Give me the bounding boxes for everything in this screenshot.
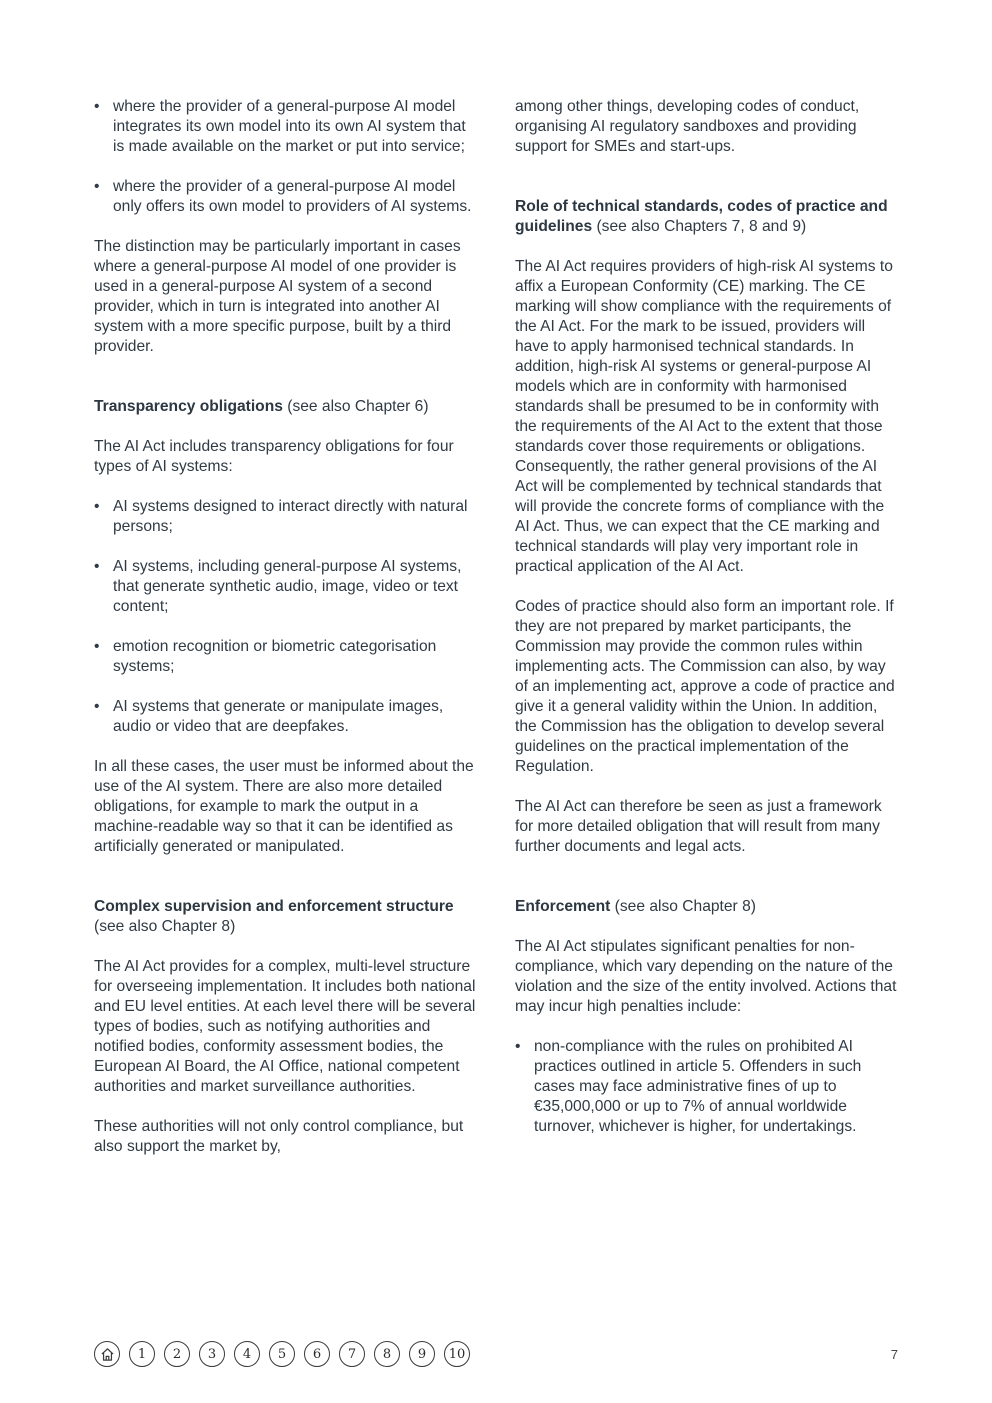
list-item: • AI systems, including general-purpose AI systems, that generate synthetic audio, image, video or text content; [94, 557, 479, 617]
chapter-1-button[interactable]: 1 [129, 1341, 155, 1367]
provider-bullet-list [94, 97, 479, 217]
heading-ref: (see also Chapters 7, 8 and 9) [592, 218, 807, 235]
transparency-heading [94, 397, 479, 417]
chapter-5-button[interactable]: 5 [269, 1341, 295, 1367]
heading-bold: Complex supervision and enforcement structure [94, 898, 454, 915]
list-item: • non-compliance with the rules on prohibited AI practices outlined in article 5. Offenders in such cases may face administrative fines of up to €35,000,000 or up to 7% of annual worldwide turnover, whichever is higher, for undertakings. [515, 1037, 900, 1137]
chapter-8-button[interactable]: 8 [374, 1341, 400, 1367]
list-item: • where the provider of a general-purpose AI model integrates its own model into its own AI system that is made available on the market or put into service; [94, 97, 479, 157]
heading-ref: (see also Chapter 8) [610, 898, 756, 915]
list-item: • where the provider of a general-purpose AI model only offers its own model to providers of AI systems. [94, 177, 479, 217]
standards-heading [515, 197, 900, 237]
chapter-7-button[interactable]: 7 [339, 1341, 365, 1367]
enforcement-bullet-list [515, 1037, 900, 1137]
chapter-3-button[interactable]: 3 [199, 1341, 225, 1367]
transparency-bullet-list [94, 497, 479, 737]
heading-bold: Transparency obligations [94, 398, 283, 415]
heading-ref: (see also Chapter 8) [94, 918, 236, 935]
standards-paragraph-3: The AI Act can therefore be seen as just a framework for more detailed obligation that will result from many further documents and legal acts. [515, 798, 882, 855]
supervision-paragraph-1: The AI Act provides for a complex, multi-level structure for overseeing implementation. It includes both national and EU level entities. At each level there will be several types of bodies, such as notifying authorities and notified bodies, conformity assessment bodies, the European AI Board, the AI Office, national competent authorities and market surveillance authorities. [94, 958, 476, 1095]
supervision-paragraph-2: These authorities will not only control compliance, but also support the market by, [94, 1118, 464, 1155]
chapter-2-button[interactable]: 2 [164, 1341, 190, 1367]
distinction-paragraph: The distinction may be particularly important in cases where a general-purpose AI model of one provider is used in a general-purpose AI system of a second provider, which in turn is integrated into another AI system with a more specific purpose, built by a third provider. [94, 238, 461, 355]
standards-paragraph-1: The AI Act requires providers of high-risk AI systems to affix a European Conformity (CE) marking. The CE marking will show compliance with the requirements of the AI Act. For the mark to be issued, providers will have to apply harmonised technical standards. In addition, high-risk AI systems or general-purpose AI models which are in conformity with harmonised standards shall be presumed to be in conformity with the requirements of the AI Act to the extent that those standards cover those requirements or obligations. Consequently, the rather general provisions of the AI Act will be complemented by technical standards that will provide the concrete forms of compliance with the AI Act. Thus, we can expect that the CE marking and technical standards will play very important role in practical application of the AI Act. [515, 258, 893, 575]
heading-bold: Role of technical standards, codes of practice and guidelines [515, 198, 888, 235]
home-icon[interactable] [94, 1341, 120, 1367]
chapter-9-button[interactable]: 9 [409, 1341, 435, 1367]
enforcement-paragraph: The AI Act stipulates significant penalties for non-compliance, which vary depending on the nature of the violation and the size of the entity involved. Actions that may incur high penalties include: [515, 938, 897, 1015]
left-column [94, 97, 479, 1177]
heading-bold: Enforcement [515, 898, 611, 915]
enforcement-heading [515, 897, 900, 917]
supervision-heading [94, 897, 479, 937]
list-item: • emotion recognition or biometric categorisation systems; [94, 637, 479, 677]
list-item: • AI systems that generate or manipulate images, audio or video that are deepfakes. [94, 697, 479, 737]
chapter-navigation [94, 1341, 470, 1367]
transparency-paragraph: In all these cases, the user must be informed about the use of the AI system. There are also more detailed obligations, for example to mark the output in a machine-readable way so that it can be identified as artificially generated or manipulated. [94, 758, 474, 855]
right-column [515, 97, 900, 1157]
transparency-intro: The AI Act includes transparency obligations for four types of AI systems: [94, 438, 454, 475]
list-item: • AI systems designed to interact directly with natural persons; [94, 497, 479, 537]
heading-ref: (see also Chapter 6) [282, 398, 429, 415]
chapter-4-button[interactable]: 4 [234, 1341, 260, 1367]
standards-paragraph-2: Codes of practice should also form an important role. If they are not prepared by market participants, the Commission may provide the common rules within implementing acts. The Commission can also, by way of an implementing act, approve a code of practice and give it a general validity within the Union. In addition, the Commission has the obligation to develop several guidelines on the practical implementation of the Regulation. [515, 598, 895, 775]
page-number: 7 [890, 1347, 898, 1362]
continuation-paragraph: among other things, developing codes of conduct, organising AI regulatory sandboxes and providing support for SMEs and start-ups. [515, 98, 860, 155]
chapter-10-button[interactable]: 10 [444, 1341, 470, 1367]
chapter-6-button[interactable]: 6 [304, 1341, 330, 1367]
